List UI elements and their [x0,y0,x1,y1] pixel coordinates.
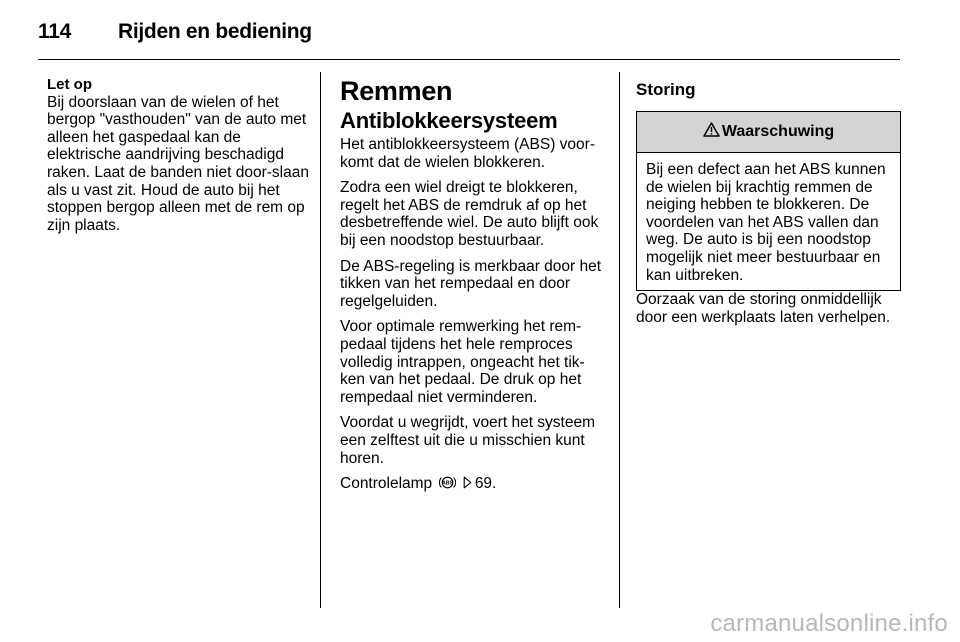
header-rule [38,59,900,60]
column-brakes [340,76,606,503]
abs-warning-icon [439,475,456,495]
page-header [38,20,312,44]
warning-text: Bij een defect aan het ABS kunnen de wielen bij krachtig remmen de neiging hebben te blokkeren. De voordelen van het ABS vallen dan weg. De auto is bij een noodstop mogelijk niet meer bestuurbaar en kan uitbreken. [646,161,886,284]
paragraph: Voor optimale remwerking het rem-pedaal tijdens het hele remproces volledig intrappen, ongeacht het tik-ken van het pedaal. De druk op het rempedaal niet verminderen. [340,318,585,406]
page-title: Rijden en bediening [118,20,312,43]
page-number: 114 [38,20,71,43]
column-note [47,76,309,234]
warning-triangle-icon [703,122,722,142]
warning-header [637,112,900,153]
indicator-line [340,475,606,495]
svg-text:ABS: ABS [441,480,453,487]
paragraph: Het antiblokkeersysteem (ABS) voor-komt dat de wielen blokkeren. [340,136,595,171]
column-divider-left [320,72,321,608]
warning-title: Waarschuwing [721,123,835,141]
column-fault [636,76,902,334]
subsection-title: Antiblokkeersysteem [340,108,558,133]
fault-remedy-text: Oorzaak van de storing onmiddellijk door een werkplaats laten verhelpen. [636,291,891,326]
indicator-label: Controlelamp [340,475,433,493]
page-reference-icon [463,476,472,494]
fault-heading: Storing [636,80,696,99]
paragraph: Voordat u wegrijdt, voert het systeem een zelftest uit die u misschien kunt horen. [340,414,596,467]
warning-box [636,111,901,291]
watermark: carmanualsonline.info [710,610,948,637]
note-title: Let op [47,76,92,93]
column-divider-right [619,72,620,608]
note-text: Bij doorslaan van de wielen of het bergop "vasthouden" van de auto met alleen het gaspedaal kan de elektrische aandrijving beschadigd raken. Laat de banden niet door-slaan als u vast zit. Houd de auto bij het stoppen bergop alleen met de rem op zijn plaats. [47,93,309,234]
indicator-page-ref[interactable]: 69. [474,475,497,493]
section-title: Remmen [340,76,453,106]
paragraph: Zodra een wiel dreigt te blokkeren, regelt het ABS de remdruk af op het desbetreffende wiel. De auto blijft ook bij een noodstop bestuurbaar. [340,179,599,249]
paragraph: De ABS-regeling is merkbaar door het tikken van het rempedaal en door regelgeluiden. [340,257,602,310]
